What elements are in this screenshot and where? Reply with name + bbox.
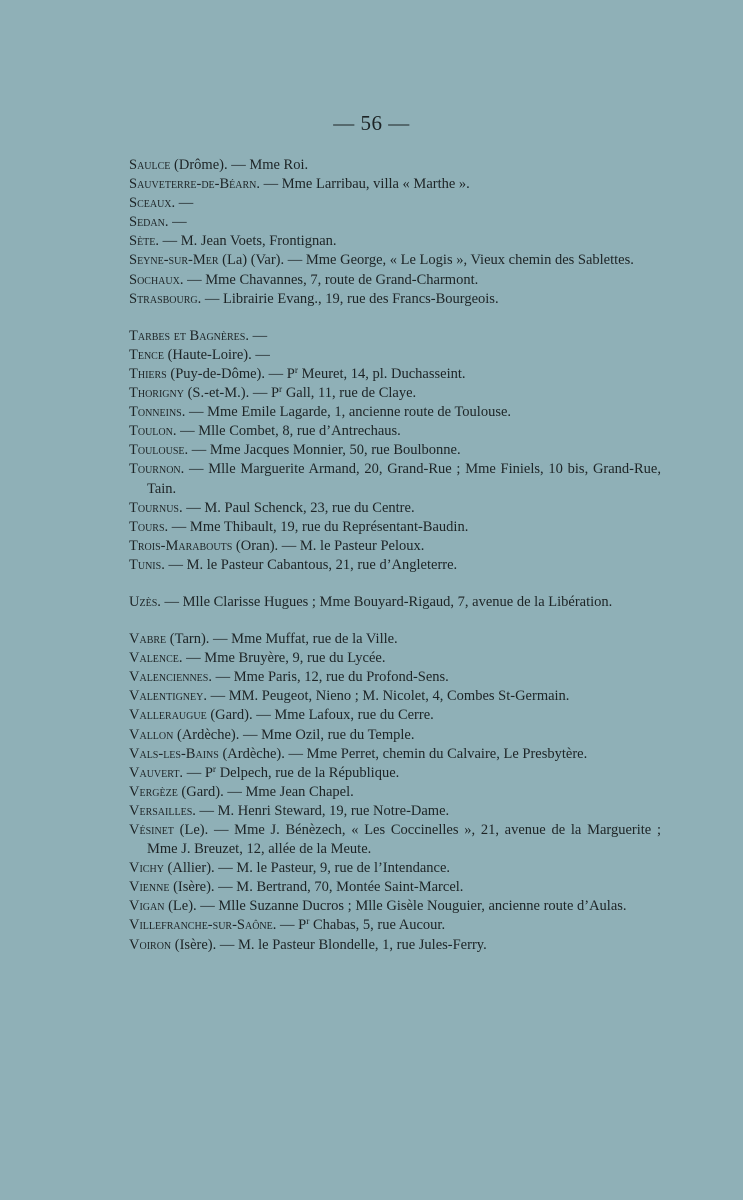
entry-place: Sedan.: [129, 214, 169, 231]
directory-entry: [129, 537, 661, 556]
entry-place: Tence: [129, 346, 164, 363]
directory-entry: [129, 365, 661, 384]
entry-place: Valleraugue: [129, 707, 207, 724]
directory-entry: [129, 897, 661, 916]
entry-details: (Le). — Mlle Suzanne Ducros ; Mlle Gisèle Nouguier, ancienne route d’Aulas.: [164, 898, 627, 915]
entry-details: — Mme Emile Lagarde, 1, ancienne route de Toulouse.: [185, 404, 512, 421]
directory-entry: [129, 384, 661, 403]
directory-entry: [129, 783, 661, 802]
entry-details: — M. Henri Steward, 19, rue Notre-Dame.: [195, 802, 450, 819]
directory-entry: [129, 518, 661, 537]
directory-entry: [129, 878, 661, 897]
directory-entry: [129, 764, 661, 783]
entry-group: [129, 156, 661, 309]
superscript: r: [294, 365, 298, 376]
entry-place: Tours.: [129, 518, 169, 535]
entry-details: — Mlle Marguerite Armand, 20, Grand-Rue ; Mme Finiels, 10 bis, Grand-Rue, Tain.: [147, 461, 661, 497]
directory-entry: [129, 556, 661, 575]
directory-entry: [129, 213, 661, 232]
entry-place: Vienne: [129, 879, 170, 896]
entry-group: [129, 630, 661, 955]
directory-entry: [129, 649, 661, 668]
directory-entry: [129, 251, 661, 270]
directory-entry: [129, 232, 661, 251]
entry-place: Uzès.: [129, 593, 161, 610]
entry-place: Saulce: [129, 157, 171, 173]
entry-place: Strasbourg.: [129, 290, 202, 307]
entry-details: (S.-et-M.). — P: [183, 385, 280, 402]
entry-place: Vallon: [129, 726, 174, 743]
entry-details: — M. Jean Voets, Frontignan.: [159, 233, 337, 250]
entry-details: (Gard). — Mme Jean Chapel.: [177, 783, 354, 800]
directory-entry: [129, 156, 661, 175]
entry-details: (Ardèche). — Mme Ozil, rue du Temple.: [173, 726, 415, 743]
entry-place: Vabre: [129, 631, 167, 648]
entry-details: — Mme Bruyère, 9, rue du Lycée.: [182, 650, 386, 667]
directory-entry: [129, 175, 661, 194]
entry-details-cont: Chabas, 5, rue Aucour.: [309, 917, 446, 934]
entry-place: Thiers: [129, 365, 167, 382]
entry-details: — Mlle Combet, 8, rue d’Antrechaus.: [176, 423, 401, 440]
entry-place: Vigan: [129, 898, 165, 915]
directory-entry: [129, 460, 661, 498]
entry-details: (La) (Var). — Mme George, « Le Logis », Vieux chemin des Sablettes.: [218, 252, 634, 269]
entry-details: — Mme Chavannes, 7, route de Grand-Charmont.: [183, 271, 479, 288]
entry-place: Voiron: [129, 936, 172, 953]
entry-place: Versailles.: [129, 802, 196, 819]
entry-place: Tournus.: [129, 499, 183, 516]
entry-details: — Mme Paris, 12, rue du Profond-Sens.: [211, 669, 449, 686]
entry-place: Vergèze: [129, 783, 178, 800]
entry-place: Tarbes et Bagnères.: [129, 327, 249, 344]
directory-list: [129, 156, 661, 973]
entry-details-cont: Meuret, 14, pl. Duchasseint.: [298, 365, 466, 382]
directory-entry: [129, 441, 661, 460]
entry-details: (Isère). — M. le Pasteur Blondelle, 1, rue Jules-Ferry.: [171, 936, 487, 953]
entry-details: — M. le Pasteur Cabantous, 21, rue d’Angleterre.: [164, 556, 458, 573]
directory-entry: [129, 802, 661, 821]
entry-place: Valenciennes.: [129, 669, 212, 686]
directory-entry: [129, 422, 661, 441]
entry-group: [129, 327, 661, 575]
entry-place: Toulouse.: [129, 442, 189, 459]
entry-place: Tournon.: [129, 461, 185, 478]
entry-details: — P: [276, 917, 307, 934]
directory-entry: [129, 593, 661, 612]
directory-entry: [129, 346, 661, 365]
entry-details: —: [248, 327, 268, 344]
directory-entry: [129, 403, 661, 422]
superscript: r: [279, 385, 283, 396]
entry-place: Trois-Marabouts: [129, 537, 233, 554]
entry-details: (Allier). — M. le Pasteur, 9, rue de l’Intendance.: [163, 860, 451, 877]
entry-place: Vals-les-Bains: [129, 745, 219, 762]
directory-entry: [129, 706, 661, 725]
entry-place: Villefranche-sur-Saône.: [129, 917, 277, 934]
directory-entry: [129, 630, 661, 649]
entry-details: (Puy-de-Dôme). — P: [166, 365, 295, 382]
entry-details-cont: Delpech, rue de la République.: [216, 764, 400, 781]
entry-details: — Mme Jacques Monnier, 50, rue Boulbonne.: [188, 442, 461, 459]
entry-place: Thorigny: [129, 385, 184, 402]
entry-details: — Mme Larribau, villa « Marthe ».: [260, 176, 470, 193]
entry-place: Vésinet: [129, 822, 174, 838]
directory-entry: [129, 687, 661, 706]
entry-details: — Mlle Clarisse Hugues ; Mme Bouyard-Rigaud, 7, avenue de la Libération.: [160, 593, 613, 610]
entry-group: [129, 593, 661, 612]
entry-place: Tunis.: [129, 556, 165, 573]
entry-details: (Oran). — M. le Pasteur Peloux.: [232, 537, 425, 554]
entry-details: —: [175, 195, 194, 212]
entry-place: Seyne-sur-Mer: [129, 252, 219, 269]
directory-entry: [129, 916, 661, 935]
entry-details: (Haute-Loire). —: [163, 346, 270, 363]
directory-entry: [129, 668, 661, 687]
entry-details: —: [168, 214, 187, 231]
entry-place: Valence.: [129, 650, 183, 667]
entry-place: Toulon.: [129, 423, 177, 440]
entry-details-cont: Gall, 11, rue de Claye.: [282, 385, 417, 402]
directory-entry: [129, 499, 661, 518]
entry-details: — MM. Peugeot, Nieno ; M. Nicolet, 4, Combes St-Germain.: [206, 688, 570, 705]
directory-entry: [129, 936, 661, 955]
directory-entry: [129, 271, 661, 290]
entry-details: (Le). — Mme J. Bénèzech, « Les Coccinelles », 21, avenue de la Marguerite ; Mme J. Breuzet, 12, allée de la Meute.: [147, 822, 661, 858]
entry-place: Tonneins.: [129, 404, 186, 421]
entry-details: (Drôme). — Mme Roi.: [170, 157, 309, 173]
directory-entry: [129, 290, 661, 309]
superscript: r: [306, 917, 310, 928]
entry-place: Sceaux.: [129, 195, 176, 212]
entry-place: Valentigney.: [129, 688, 207, 705]
entry-place: Sochaux.: [129, 271, 184, 288]
entry-details: — P: [183, 764, 213, 781]
entry-place: Vauvert.: [129, 764, 184, 781]
directory-entry: [129, 745, 661, 764]
entry-details: — Mme Thibault, 19, rue du Représentant-Baudin.: [168, 518, 469, 535]
entry-details: — M. Paul Schenck, 23, rue du Centre.: [182, 499, 415, 516]
entry-place: Sauveterre-de-Béarn.: [129, 176, 261, 193]
entry-details: (Gard). — Mme Lafoux, rue du Cerre.: [206, 707, 434, 724]
directory-entry: [129, 859, 661, 878]
entry-details: (Isère). — M. Bertrand, 70, Montée Saint-Marcel.: [169, 879, 464, 896]
directory-entry: [129, 194, 661, 213]
entry-place: Vichy: [129, 860, 164, 877]
page-number: — 56 —: [333, 111, 410, 135]
directory-entry: [129, 726, 661, 745]
directory-entry: [129, 327, 661, 346]
directory-entry: [129, 821, 661, 859]
entry-details: (Tarn). — Mme Muffat, rue de la Ville.: [166, 631, 398, 648]
entry-details: — Librairie Evang., 19, rue des Francs-Bourgeois.: [201, 290, 499, 307]
entry-place: Sète.: [129, 233, 160, 250]
entry-details: (Ardèche). — Mme Perret, chemin du Calvaire, Le Presbytère.: [218, 745, 588, 762]
superscript: r: [212, 764, 217, 775]
